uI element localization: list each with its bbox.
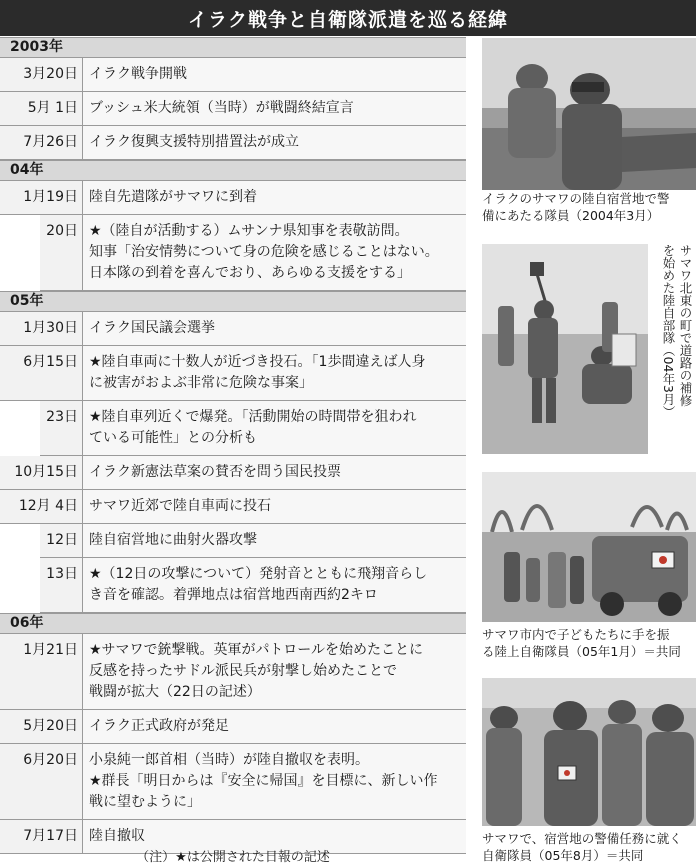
event-date: 5月 1日: [27, 100, 78, 116]
japan-flag-emblem-icon: [659, 556, 667, 564]
timeline-row: [40, 215, 466, 291]
timeline-row: [0, 312, 466, 346]
year-header: 04年: [0, 160, 466, 181]
event-description: ★陸自車列近くで爆発。「活動開始の時間帯を狙われ ている可能性」との分析も: [82, 401, 466, 455]
event-description: 陸自先遣隊がサマワに到着: [82, 181, 466, 214]
event-date: 1月30日: [23, 320, 78, 336]
photo-caption-1: イラクのサマワの陸自宿営地で警 備にあたる隊員（2004年3月）: [482, 191, 670, 223]
year-header: 06年: [0, 613, 466, 634]
event-date: 5月20日: [23, 718, 78, 734]
event-description: 小泉純一郎首相（当時）が陸自撤収を表明。 ★群長「明日からは『安全に帰国』を目標に、新しい作 戦に望むように」: [82, 744, 466, 819]
timeline-row: [0, 710, 466, 744]
event-description: ★陸自車両に十数人が近づき投石。「1歩間違えば人身 に被害がおよぶ非常に危険な事案」: [82, 346, 466, 400]
timeline-row: [0, 490, 466, 524]
event-date: 7月26日: [23, 134, 78, 150]
page-title: イラク戦争と自衛隊派遣を巡る経緯: [0, 0, 696, 36]
photo-road-repair: [482, 244, 648, 454]
timeline-row: [0, 456, 466, 490]
timeline-row: [0, 634, 466, 710]
event-date: 1月21日: [23, 642, 78, 658]
event-description: ★（陸自が活動する）ムサンナ県知事を表敬訪問。 知事「治安情勢について身の危険を感じることはない。 日本隊の到着を喜んでおり、あらゆる支援をする」: [82, 215, 466, 290]
footnote: （注）★は公開された日報の記述: [136, 850, 330, 865]
timeline-row: [40, 558, 466, 613]
event-description: ★（12日の攻撃について）発射音とともに飛翔音らし き音を確認。着弾地点は宿営地西南西約2キロ: [82, 558, 466, 612]
event-date: 10月15日: [14, 464, 78, 480]
photo-caption-4: サマワで、宿営地の警備任務に就く 自衛隊員（05年8月）＝共同: [482, 831, 682, 863]
event-description: サマワ近郊で陸自車両に投石: [82, 490, 466, 523]
event-date: 12月 4日: [18, 498, 78, 514]
event-date: 6月15日: [23, 354, 78, 370]
photo-caption-3: サマワ市内で子どもたちに手を振 る陸上自衛隊員（05年1月）＝共同: [482, 627, 681, 659]
timeline-table: [0, 37, 466, 854]
timeline-row: [0, 744, 466, 820]
event-description: 陸自撤収: [82, 820, 466, 853]
photo-guards-at-camp: [482, 38, 696, 190]
year-header: 2003年: [0, 37, 466, 58]
timeline-row: [0, 181, 466, 215]
event-description: イラク復興支援特別措置法が成立: [82, 126, 466, 159]
timeline-row: [0, 58, 466, 92]
event-description: イラク国民議会選挙: [82, 312, 466, 345]
event-date: 12日: [46, 532, 78, 548]
timeline-row: [0, 346, 466, 401]
timeline-row: [40, 524, 466, 558]
timeline-row: [0, 92, 466, 126]
event-description: ブッシュ米大統領（当時）が戦闘終結宣言: [82, 92, 466, 125]
year-header: 05年: [0, 291, 466, 312]
event-date: 7月17日: [23, 828, 78, 844]
event-description: ★サマワで銃撃戦。英軍がパトロールを始めたことに 反感を持ったサドル派民兵が射撃し始めたことで 戦闘が拡大（22日の記述）: [82, 634, 466, 709]
event-date: 13日: [46, 566, 78, 582]
photo-camp-security-duty: [482, 678, 696, 826]
photo-caption-2: サマワ北東の町で道路の補修 を始めた陸自部隊（04年3月）: [661, 244, 693, 418]
event-date: 1月19日: [23, 189, 78, 205]
timeline-row: [40, 401, 466, 456]
event-description: イラク正式政府が発足: [82, 710, 466, 743]
event-description: イラク新憲法草案の賛否を問う国民投票: [82, 456, 466, 489]
timeline-row: [0, 126, 466, 160]
event-date: 3月20日: [23, 66, 78, 82]
event-date: 23日: [46, 409, 78, 425]
event-description: 陸自宿営地に曲射火器攻撃: [82, 524, 466, 557]
event-description: イラク戦争開戦: [82, 58, 466, 91]
event-date: 6月20日: [23, 752, 78, 768]
photo-waving-children: [482, 472, 696, 622]
event-date: 20日: [46, 223, 78, 239]
